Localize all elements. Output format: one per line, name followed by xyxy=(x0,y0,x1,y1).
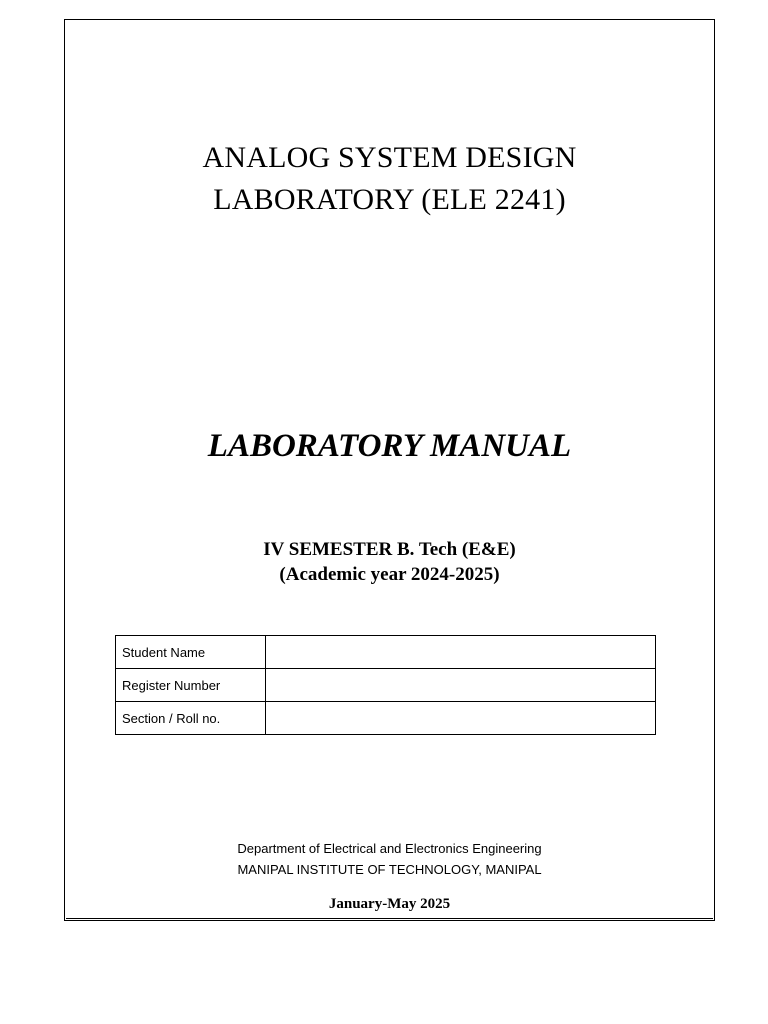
table-row xyxy=(116,702,656,735)
academic-year-line: (Academic year 2024-2025) xyxy=(279,564,500,585)
course-title-line-1: ANALOG SYSTEM DESIGN xyxy=(202,141,577,174)
department-info xyxy=(64,838,715,880)
session-date: January-May 2025 xyxy=(328,896,451,912)
section-roll-label: Section / Roll no. xyxy=(116,702,266,735)
semester-line: IV SEMESTER B. Tech (E&E) xyxy=(263,539,516,560)
section-roll-field[interactable] xyxy=(266,702,656,735)
department-name: Department of Electrical and Electronics Engineering xyxy=(237,841,542,856)
register-number-field[interactable] xyxy=(266,669,656,702)
course-title-line-2: LABORATORY (ELE 2241) xyxy=(213,183,566,216)
semester-info xyxy=(64,537,715,587)
student-name-field[interactable] xyxy=(266,636,656,669)
institute-name: MANIPAL INSTITUTE OF TECHNOLOGY, MANIPAL xyxy=(237,862,542,877)
table-row xyxy=(116,636,656,669)
manual-title: LABORATORY MANUAL xyxy=(207,428,572,464)
student-info-table xyxy=(115,635,656,735)
register-number-label: Register Number xyxy=(116,669,266,702)
table-row xyxy=(116,669,656,702)
course-title xyxy=(64,137,715,221)
student-name-label: Student Name xyxy=(116,636,266,669)
